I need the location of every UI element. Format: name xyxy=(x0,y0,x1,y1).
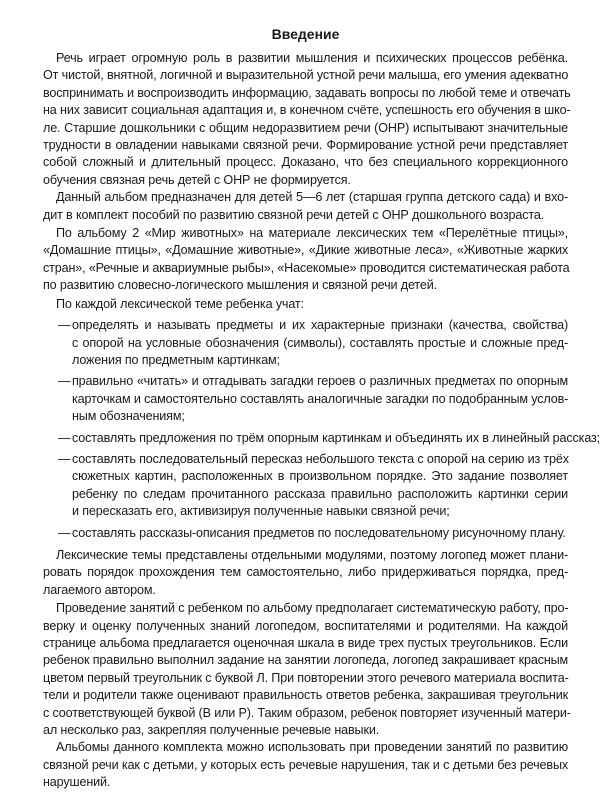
list-item xyxy=(43,317,568,369)
text-line: Речь играет огромную роль в развитии мышления и психических процессов ребёнка. xyxy=(56,51,568,65)
paragraph xyxy=(43,739,568,791)
text-line: Данный альбом предназначен для детей 5—6 лет (старшая группа детского сада) и вхо- xyxy=(56,190,568,205)
text-line: ал несколько раз, закрепляя полученные речевые навыки. xyxy=(43,723,380,738)
text-line: составлять последовательный пересказ небольшого текста с опорой на серию из трёх xyxy=(72,451,569,466)
list-item xyxy=(43,451,568,521)
text-line: ложения по предметным картинкам; xyxy=(72,352,280,367)
paragraph xyxy=(43,600,571,739)
text-line: ным обозначениям; xyxy=(72,409,185,424)
text-line: нарушений. xyxy=(43,775,111,790)
dash-bullet: — xyxy=(58,318,71,333)
text-line: воспринимать и воспроизводить информацию, задавать вопросы по любой теме и отвечать xyxy=(43,85,571,100)
dash-bullet: — xyxy=(58,430,71,445)
text-line: связной речи как с детьми, у которых есть речевые нарушения, так и с детьми без речевых xyxy=(43,757,568,772)
text-line: правильно «читать» и отгадывать загадки героев о различных предметах по опорным xyxy=(72,374,568,389)
text-line: составлять предложения по трём опорным картинкам и объединять их в линейный рассказ; xyxy=(72,430,600,445)
text-line: карточкам и самостоятельно составлять аналогичные загадки по подобранным услов- xyxy=(72,391,569,406)
text-line: трудности в овладении навыками связной речи. Формирование устной речи представляет xyxy=(43,138,568,153)
list-item xyxy=(43,525,568,542)
text-line: дит в комплект пособий по развитию связной речи детей с ОНР дошкольного возраста. xyxy=(43,207,545,222)
text-line: От чистой, внятной, логичной и выразительной устной речи малыша, его умения адекватно xyxy=(43,68,569,83)
dash-bullet: — xyxy=(58,374,71,389)
text-line: на них зависит социальная адаптация и, в конечном счёте, успешность его обучения в шко- xyxy=(43,103,571,118)
text-line: Лексические темы представлены отдельными модулями, поэтому логопед может плани- xyxy=(56,547,568,562)
text-line: По альбому 2 «Мир животных» на материале лексических тем «Перелётные птицы», xyxy=(56,226,568,241)
text-line: верку и оценку полученных знаний логопедом, воспитателями и родителями. На каждой xyxy=(43,618,568,633)
paragraph xyxy=(43,296,568,313)
dash-bullet: — xyxy=(58,451,71,466)
text-line: с соответствующей буквой (В или Р). Таким образом, ребенок повторяет изученный матери- xyxy=(43,705,571,720)
text-line: тели и родители также оценивают правильность ответов ребенка, закрашивая треугольник xyxy=(43,688,568,703)
text-line: Проведение занятий с ребенком по альбому предполагает систематическую работу, про- xyxy=(56,601,569,616)
text-line: лагаемого автором. xyxy=(43,582,156,597)
list-item xyxy=(43,430,600,447)
text-line: собой сложный и длительный процесс. Доказано, что без специального коррекционного xyxy=(43,155,568,170)
bullet-list xyxy=(43,317,600,542)
text-line: ребенку по следам прочитанного рассказа правильно расположить картинки серии xyxy=(72,486,568,501)
text-line: цветом первый треугольник с буквой Л. При повторении этого речевого материала воспита- xyxy=(43,670,569,685)
text-line: сюжетных картин, расположенных в произвольном порядке. Это задание позволяет xyxy=(72,469,568,484)
text-line: «Домашние птицы», «Домашние животные», «Дикие животные леса», «Животные жарких xyxy=(43,243,568,258)
list-item xyxy=(43,373,568,425)
paragraph xyxy=(43,547,568,599)
text-line: По каждой лексической теме ребенка учат: xyxy=(56,296,304,311)
text-line: и пересказать его, активизируя полученные навыки связной речи; xyxy=(72,504,450,519)
text-line: определять и называть предметы и их характерные признаки (качества, свойства) xyxy=(72,318,568,333)
document-page xyxy=(43,24,600,792)
dash-bullet: — xyxy=(58,525,71,540)
text-line: стран», «Речные и аквариумные рыбы», «Насекомые» проводится систематическая работа xyxy=(43,260,570,275)
text-line: по развитию словесно-логического мышления и связной речи детей. xyxy=(43,278,437,293)
page-title: Введение xyxy=(271,26,340,42)
text-line: Альбомы данного комплекта можно использовать при проведении занятий по развитию xyxy=(56,740,568,755)
paragraph xyxy=(43,189,568,224)
paragraph xyxy=(43,50,571,189)
text-line: ле. Старшие дошкольники с общим недоразвитием речи (ОНР) испытывают значительные xyxy=(43,120,568,135)
text-line: ровать порядок прохождения тем самостоятельно, либо придерживаться порядка, пред- xyxy=(43,565,568,580)
text-line: странице альбома предлагается оценочная шкала в виде трех пустых треугольников. Если xyxy=(43,636,568,650)
text-line: обучения связная речь детей с ОНР не формируется. xyxy=(43,172,351,187)
text-line: составлять рассказы-описания предметов по последовательному рисуночному плану. xyxy=(72,525,566,540)
paragraph xyxy=(43,225,568,295)
text-line: ребенок правильно выполнил задание на занятии логопеда, логопед закрашивает красным xyxy=(43,653,569,668)
text-line: с опорой на условные обозначения (символы), составлять простые и сложные пред- xyxy=(72,335,568,350)
